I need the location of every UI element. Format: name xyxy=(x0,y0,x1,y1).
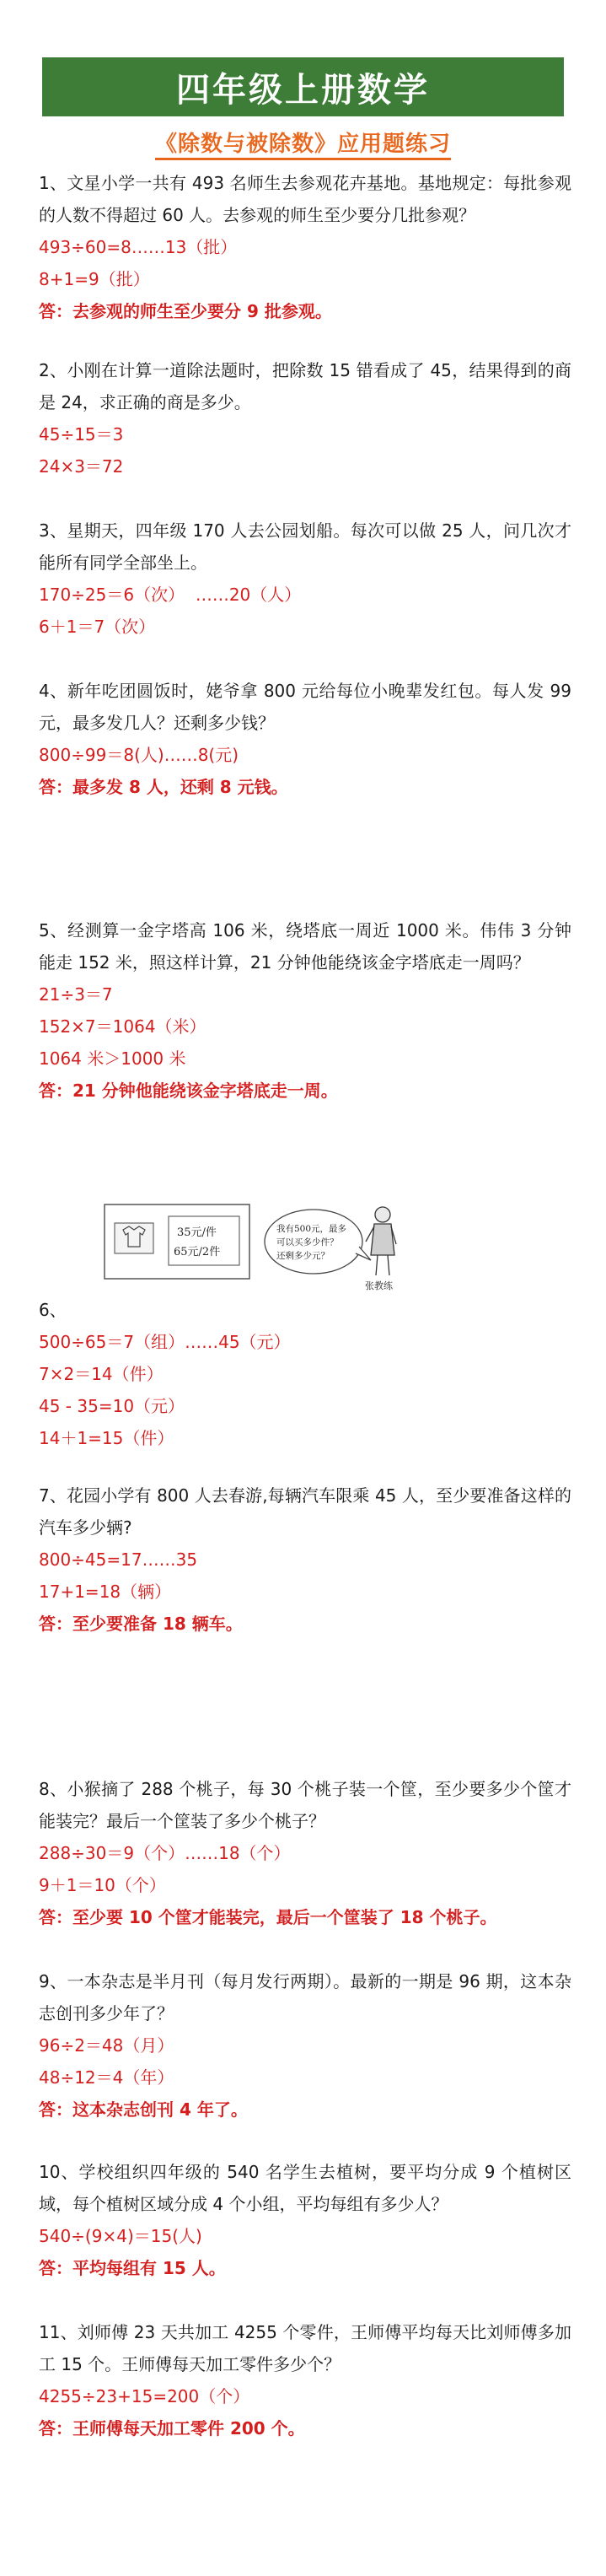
price-label-2: 65元/2件 xyxy=(174,1246,221,1258)
problem-6 xyxy=(39,1294,571,1454)
coach-figure-icon xyxy=(366,1207,396,1275)
problem-6-illustration xyxy=(103,1198,398,1295)
bubble-line-3: 还剩多少元？ xyxy=(276,1251,330,1261)
problem-8 xyxy=(39,1773,571,1933)
solution-step: 9＋1＝10（个） xyxy=(39,1875,166,1895)
problem-question: 10、学校组织四年级的 540 名学生去植树，要平均分成 9 个植树区域，每个植树区域分成 4 个小组，平均每组有多少人？ xyxy=(39,2162,571,2214)
problem-question: 5、经测算一金字塔高 106 米，绕塔底一周近 1000 米。伟伟 3 分钟能走 152 米，照这样计算，21 分钟他能绕该金字塔底走一周吗？ xyxy=(39,920,571,973)
problem-1 xyxy=(39,167,571,327)
problem-question: 2、小刚在计算一道除法题时，把除数 15 错看成了 45，结果得到的商是 24，求正确的商是多少。 xyxy=(39,360,571,412)
solution-step: 45 - 35=10（元） xyxy=(39,1396,185,1416)
bubble-line-2: 可以买多少件？ xyxy=(276,1237,339,1248)
page-title: 四年级上册数学 xyxy=(176,70,430,110)
price-label-1: 35元/件 xyxy=(177,1226,217,1239)
solution-step: 96÷2＝48（月） xyxy=(39,2035,174,2056)
solution-step: 540÷(9×4)＝15(人) xyxy=(39,2226,202,2246)
subtitle-text: 《除数与被除数》应用题练习 xyxy=(155,132,451,160)
solution-step: 45÷15＝3 xyxy=(39,424,124,445)
solution-step: 800÷45=17……35 xyxy=(39,1549,198,1570)
problem-answer: 答：这本杂志创刊 4 年了。 xyxy=(39,2099,248,2120)
problem-answer: 答：王师傅每天加工零件 200 个。 xyxy=(39,2418,305,2439)
problem-answer: 答：去参观的师生至少要分 9 批参观。 xyxy=(39,301,332,321)
solution-step: 21÷3＝7 xyxy=(39,984,113,1005)
solution-step: 48÷12＝4（年） xyxy=(39,2067,174,2088)
solution-step: 288÷30＝9（个）……18（个） xyxy=(39,1843,291,1863)
solution-step: 500÷65＝7（组）……45（元） xyxy=(39,1332,291,1352)
bubble-line-1: 我有500元，最多 xyxy=(276,1224,347,1234)
problem-11 xyxy=(39,2316,571,2444)
solution-step: 800÷99＝8(人)……8(元) xyxy=(39,745,239,765)
problem-question: 8、小猴摘了 288 个桃子，每 30 个桃子装一个筐，至少要多少个筐才能装完？最后一个筐装了多少个桃子？ xyxy=(39,1779,571,1831)
problem-answer: 答：至少要 10 个筐才能装完，最后一个筐装了 18 个桃子。 xyxy=(39,1907,497,1927)
title-banner xyxy=(42,57,564,116)
solution-step: 7×2＝14（件） xyxy=(39,1364,164,1384)
problem-5 xyxy=(39,914,571,1107)
problem-answer: 答：最多发 8 人，还剩 8 元钱。 xyxy=(39,777,288,797)
solution-step: 1064 米＞1000 米 xyxy=(39,1048,186,1069)
coach-name: 张教练 xyxy=(365,1280,393,1291)
solution-step: 170÷25＝6（次） ……20（人） xyxy=(39,585,302,605)
problem-7 xyxy=(39,1479,571,1640)
problem-question: 6、 xyxy=(39,1300,67,1320)
problem-question: 9、一本杂志是半月刊（每月发行两期）。最新的一期是 96 期，这本杂志创刊多少年了？ xyxy=(39,1971,571,2024)
solution-step: 17+1=18（辆） xyxy=(39,1582,172,1602)
problem-question: 11、刘师傅 23 天共加工 4255 个零件，王师傅平均每天比刘师傅多加工 15 个。王师傅每天加工零件多少个？ xyxy=(39,2322,571,2374)
speech-bubble xyxy=(265,1210,371,1274)
page-subtitle xyxy=(0,127,606,158)
problem-2 xyxy=(39,354,571,482)
problem-4 xyxy=(39,675,571,803)
problem-question: 3、星期天，四年级 170 人去公园划船。每次可以做 25 人，问几次才能所有同学全部坐上。 xyxy=(39,520,571,573)
solution-step: 8+1=9（批） xyxy=(39,269,150,289)
problem-10 xyxy=(39,2156,571,2284)
problem-3 xyxy=(39,515,571,643)
problem-answer: 答：21 分钟他能绕该金字塔底走一周。 xyxy=(39,1081,338,1101)
solution-step: 493÷60=8……13（批） xyxy=(39,237,238,257)
problem-9 xyxy=(39,1965,571,2126)
problem-answer: 答：至少要准备 18 辆车。 xyxy=(39,1614,243,1634)
problem-question: 1、文星小学一共有 493 名师生去参观花卉基地。基地规定：每批参观的人数不得超过 60 人。去参观的师生至少要分几批参观？ xyxy=(39,173,571,225)
solution-step: 152×7＝1064（米） xyxy=(39,1016,206,1037)
problem-answer: 答：平均每组有 15 人。 xyxy=(39,2258,226,2278)
shirt-icon xyxy=(115,1223,153,1253)
solution-step: 24×3＝72 xyxy=(39,456,124,477)
solution-step: 6＋1＝7（次） xyxy=(39,617,156,637)
solution-step: 14＋1=15（件） xyxy=(39,1428,174,1448)
problem-question: 4、新年吃团圆饭时，姥爷拿 800 元给每位小晚辈发红包。每人发 99 元，最多发几人？还剩多少钱？ xyxy=(39,681,571,733)
problem-question: 7、花园小学有 800 人去春游,每辆汽车限乘 45 人，至少要准备这样的汽车多少辆? xyxy=(39,1485,571,1538)
solution-step: 4255÷23+15=200（个） xyxy=(39,2386,250,2406)
